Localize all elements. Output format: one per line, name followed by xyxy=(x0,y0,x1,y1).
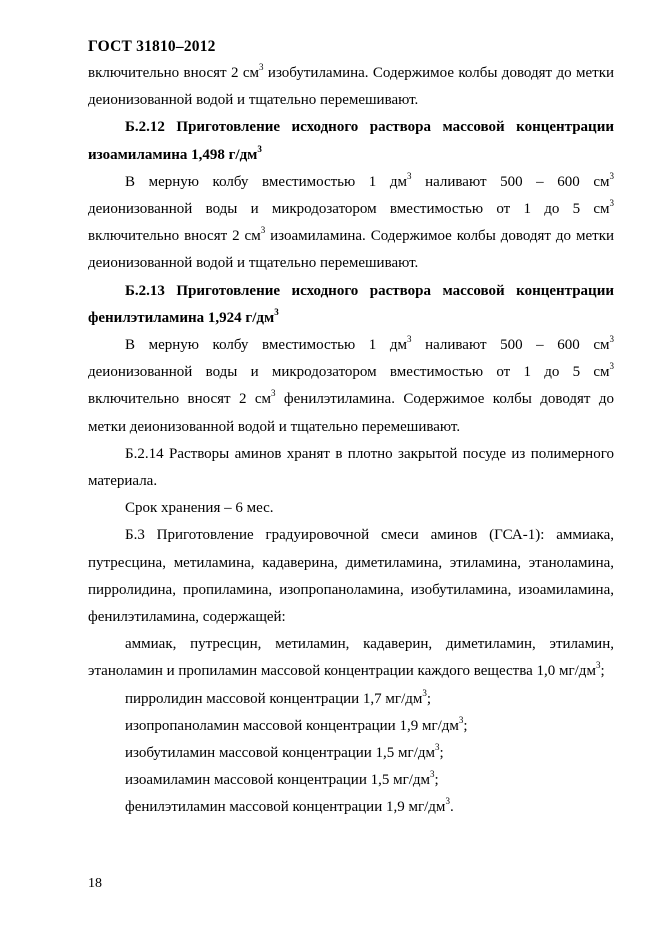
page-number: 18 xyxy=(88,876,102,891)
list-item: пирролидин массовой концентрации 1,7 $мг/дм^3$; xyxy=(125,687,432,707)
paragraph-b2-14: Б.2.14 Растворы аминов хранят в плотно закрытой посуде из полимерного материала. xyxy=(88,445,614,490)
list-item: аммиак, путресцин, метиламин, кадаверин, диметиламин, этиламин, этаноламин и пропиламин массовой концентрации каждого вещества 1,0 $мг/дм^3$; xyxy=(88,636,614,680)
section-heading-b2-13: Б.2.13 Приготовление исходного раствора массовой концентрации фенилэтиламина 1,924 $г/дм^3$ xyxy=(88,282,614,326)
list-item: изопропаноламин массовой концентрации 1,9 $мг/дм^3$; xyxy=(125,714,468,734)
document-header: ГОСТ 31810–2012 xyxy=(88,38,216,55)
paragraph-b2-12: В мерную колбу вместимостью 1 $дм^3$ наливают 500 – 600 $см^3$ деионизованной воды и микродозатором вместимостью от 1 до 5 $см^3$ включительно вносят 2 $см^3$ изоамиламина. Содержимое колбы доводят до метки деионизованной водой и тщательно перемешивают. xyxy=(88,170,615,272)
paragraph-b2-13: В мерную колбу вместимостью 1 $дм^3$ наливают 500 – 600 $см^3$ деионизованной воды и микродозатором вместимостью от 1 до 5 $см^3$ включительно вносят 2 $см^3$ фенилэтиламина. Содержимое колбы доводят до метки деионизованной водой и тщательно перемешивают. xyxy=(88,334,614,435)
paragraph-b3: Б.3 Приготовление градуировочной смеси аминов (ГСА-1): аммиака, путресцина, метиламина, кадаверина, диметиламина, этиламина, этаноламина, пирролидина, пропиламина, изопропаноламина, изобутиламина, изоамиламина, фенилэтиламина, содержащей: xyxy=(88,527,614,626)
paragraph-continuation: включительно вносят 2 $см^3$ изобутиламина. Содержимое колбы доводят до метки деионизованной водой и тщательно перемешивают. xyxy=(88,62,615,109)
list-item: изоамиламин массовой концентрации 1,5 $мг/дм^3$; xyxy=(125,769,439,789)
section-heading-b2-12: Б.2.12 Приготовление исходного раствора массовой концентрации изоамиламина 1,498 $г/дм^3$ xyxy=(88,119,614,163)
list-item: изобутиламин массовой концентрации 1,5 $мг/дм^3$; xyxy=(125,742,444,762)
storage-period: Срок хранения – 6 мес. xyxy=(125,500,274,517)
document-body xyxy=(88,60,614,822)
list-item: фенилэтиламин массовой концентрации 1,9 $мг/дм^3$. xyxy=(125,796,454,816)
